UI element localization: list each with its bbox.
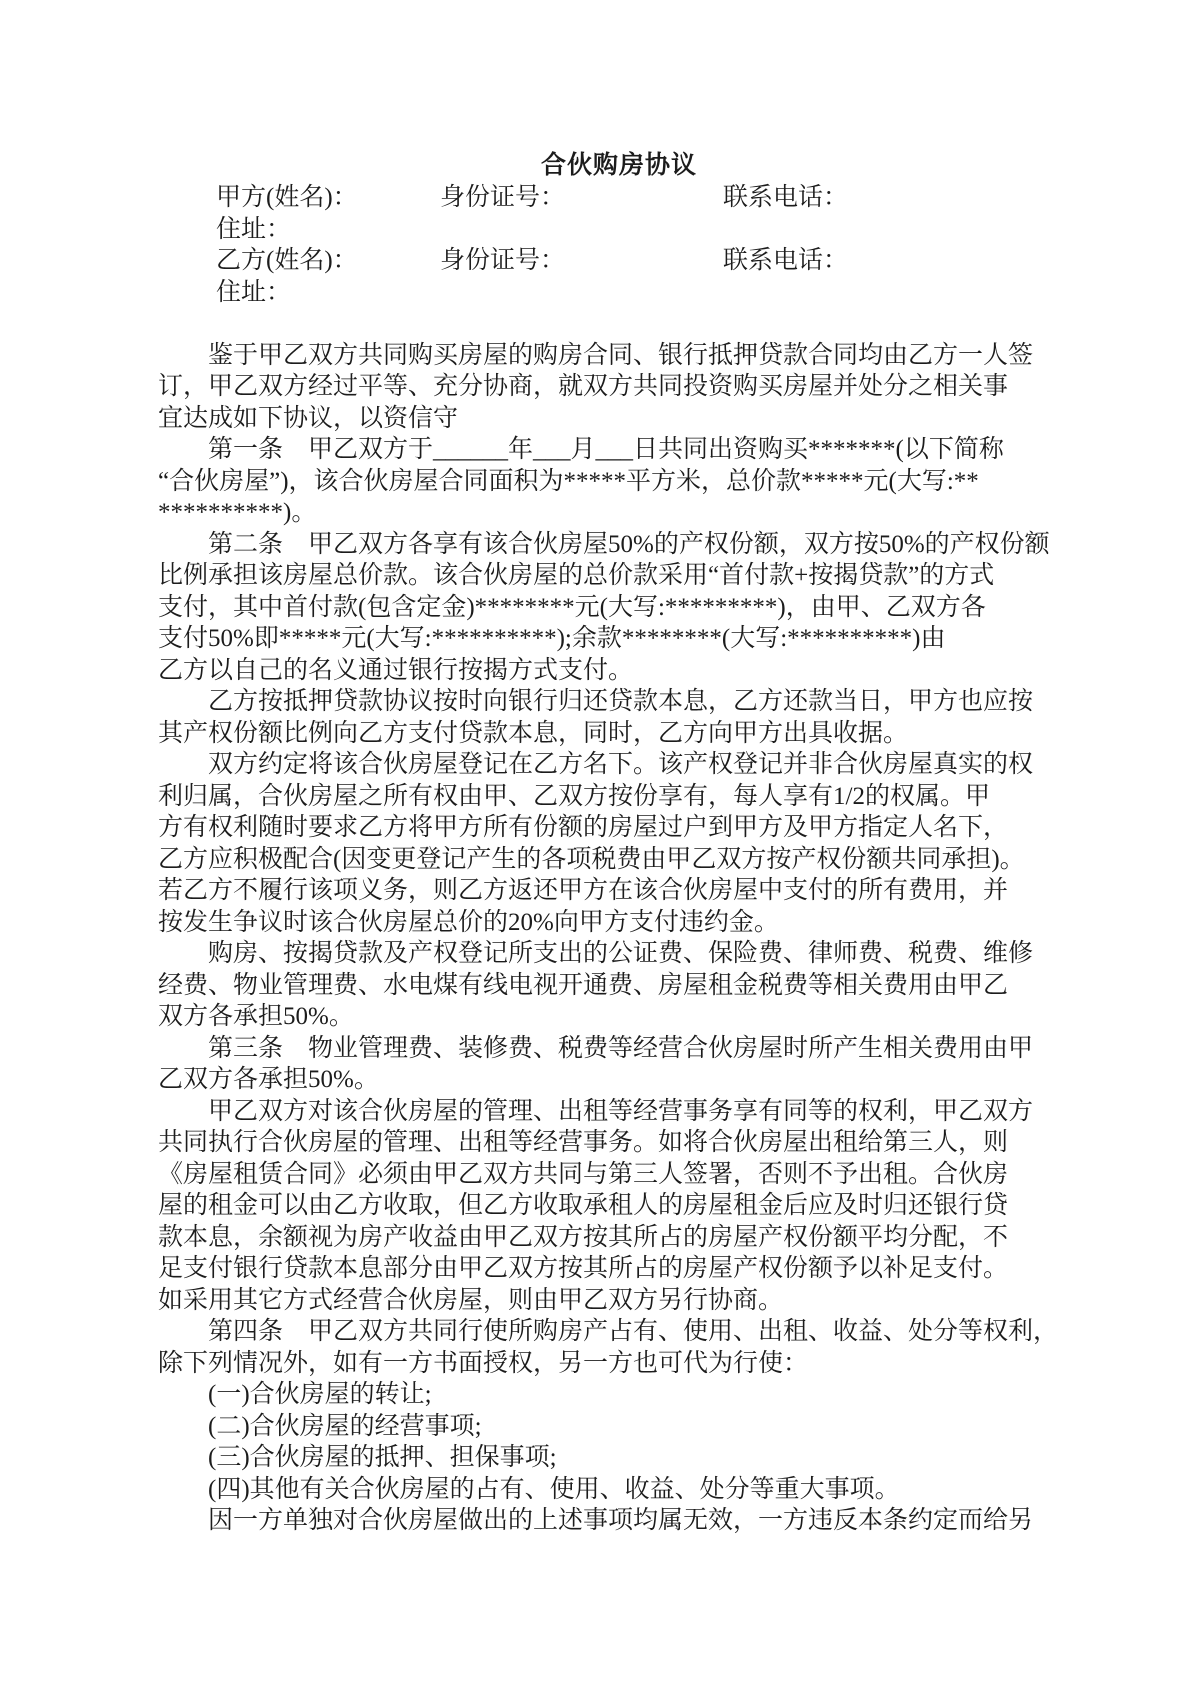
text-line: 如采用其它方式经营合伙房屋，则由甲乙双方另行协商。 (158, 1286, 784, 1314)
paragraph (158, 1096, 1080, 1317)
text-line: 双方约定将该合伙房屋登记在乙方名下。该产权登记并非合伙房屋真实的权 (208, 751, 1034, 778)
document-title: 合伙购房协议 (540, 152, 697, 179)
paragraph (158, 749, 1080, 938)
text-line: 宜达成如下协议，以资信守 (158, 404, 459, 432)
party-field: 住址： (216, 215, 292, 243)
text-line: 第四条 甲乙双方共同行使所购房产占有、使用、出租、收益、处分等权利， (208, 1318, 1059, 1345)
text-line: 因一方单独对合伙房屋做出的上述事项均属无效，一方违反本条约定而给另 (208, 1507, 1034, 1534)
text-line: 购房、按揭贷款及产权登记所支出的公证费、保险费、律师费、税费、维修 (208, 940, 1034, 967)
text-line: (四)其他有关合伙房屋的占有、使用、收益、处分等重大事项。 (208, 1475, 900, 1503)
text-line: 第三条 物业管理费、装修费、税费等经营合伙房屋时所产生相关费用由甲 (208, 1034, 1034, 1062)
text-line: 其产权份额比例向乙方支付贷款本息，同时，乙方向甲方出具收据。 (158, 719, 909, 747)
document-content (158, 150, 1080, 1537)
party-field: 乙方(姓名)： (216, 247, 358, 274)
text-line: 乙方以自己的名义通过银行按揭方式支付。 (158, 656, 634, 684)
text-line: 支付，其中首付款(包含定金)********元(大写:*********)，由甲、乙双方各 (158, 593, 986, 621)
text-line: 方有权利随时要求乙方将甲方所有份额的房屋过户到甲方及甲方指定人名下， (158, 814, 1009, 841)
parties-block (158, 182, 1080, 308)
party-field: 甲方(姓名)： (216, 184, 358, 211)
paragraph (158, 1033, 1080, 1096)
text-line: 按发生争议时该合伙房屋总价的20%向甲方支付违约金。 (158, 908, 779, 936)
text-line: 经费、物业管理费、水电煤有线电视开通费、房屋租金税费等相关费用由甲乙 (158, 971, 1009, 999)
blank-line (158, 308, 1080, 340)
paragraph (158, 434, 1080, 529)
text-line: 支付50%即*****元(大写:**********);余款********(大写:**********)由 (158, 625, 946, 652)
text-line: 足支付银行贷款本息部分由甲乙双方按其所占的房屋产权份额予以补足支付。 (158, 1255, 1009, 1282)
paragraph (158, 1316, 1080, 1379)
party-row (158, 182, 1080, 214)
paragraph (158, 1442, 1080, 1474)
paragraph (158, 529, 1080, 687)
paragraph (158, 1474, 1080, 1506)
party-field: 联系电话： (723, 184, 849, 211)
text-line: 款本息，余额视为房产收益由甲乙双方按其所占的房屋产权份额平均分配，不 (158, 1223, 1009, 1251)
paragraph (158, 1411, 1080, 1443)
text-line: 鉴于甲乙双方共同购买房屋的购房合同、银行抵押贷款合同均由乙方一人签 (208, 341, 1034, 369)
text-line: 第二条 甲乙双方各享有该合伙房屋50%的产权份额，双方按50%的产权份额 (208, 530, 1050, 558)
text-line: (二)合伙房屋的经营事项; (208, 1412, 482, 1440)
text-line: (一)合伙房屋的转让; (208, 1381, 432, 1408)
text-line: 利归属，合伙房屋之所有权由甲、乙双方按份享有，每人享有1/2的权属。甲 (158, 782, 990, 810)
party-row (158, 277, 1080, 309)
text-line: 比例承担该房屋总价款。该合伙房屋的总价款采用“首付款+按揭贷款”的方式 (158, 562, 995, 589)
party-field: 联系电话： (723, 247, 849, 274)
text-line: 乙方按抵押贷款协议按时向银行归还贷款本息，乙方还款当日，甲方也应按 (208, 688, 1034, 715)
text-line: (三)合伙房屋的抵押、担保事项; (208, 1444, 557, 1471)
text-line: 第一条 甲乙双方于______年___月___日共同出资购买*******(以下简称 (208, 436, 1004, 463)
text-line: “合伙房屋”)，该合伙房屋合同面积为*****平方米，总价款*****元(大写:** (158, 467, 979, 495)
paragraph (158, 686, 1080, 749)
text-line: **********)。 (158, 499, 317, 526)
text-line: 乙双方各承担50%。 (158, 1066, 379, 1093)
paragraph (158, 1379, 1080, 1411)
text-line: 甲乙双方对该合伙房屋的管理、出租等经营事务享有同等的权利，甲乙双方 (208, 1097, 1034, 1125)
paragraph (158, 938, 1080, 1033)
party-row (158, 214, 1080, 246)
party-field: 身份证号： (440, 184, 566, 211)
text-line: 乙方应积极配合(因变更登记产生的各项税费由甲乙双方按产权份额共同承担)。 (158, 845, 1025, 873)
party-row (158, 245, 1080, 277)
document-body (158, 340, 1080, 1537)
text-line: 《房屋租赁合同》必须由甲乙双方共同与第三人签署，否则不予出租。合伙房 (158, 1160, 1009, 1188)
text-line: 若乙方不履行该项义务，则乙方返还甲方在该合伙房屋中支付的所有费用，并 (158, 877, 1009, 904)
text-line: 除下列情况外，如有一方书面授权，另一方也可代为行使： (158, 1349, 809, 1377)
text-line: 双方各承担50%。 (158, 1003, 354, 1030)
text-line: 屋的租金可以由乙方收取，但乙方收取承租人的房屋租金后应及时归还银行贷 (158, 1192, 1009, 1219)
text-line: 共同执行合伙房屋的管理、出租等经营事务。如将合伙房屋出租给第三人，则 (158, 1129, 1009, 1156)
party-field: 身份证号： (440, 247, 566, 274)
party-field: 住址： (216, 278, 292, 306)
paragraph (158, 1505, 1080, 1537)
paragraph (158, 340, 1080, 435)
text-line: 订，甲乙双方经过平等、充分协商，就双方共同投资购买房屋并处分之相关事 (158, 373, 1009, 400)
